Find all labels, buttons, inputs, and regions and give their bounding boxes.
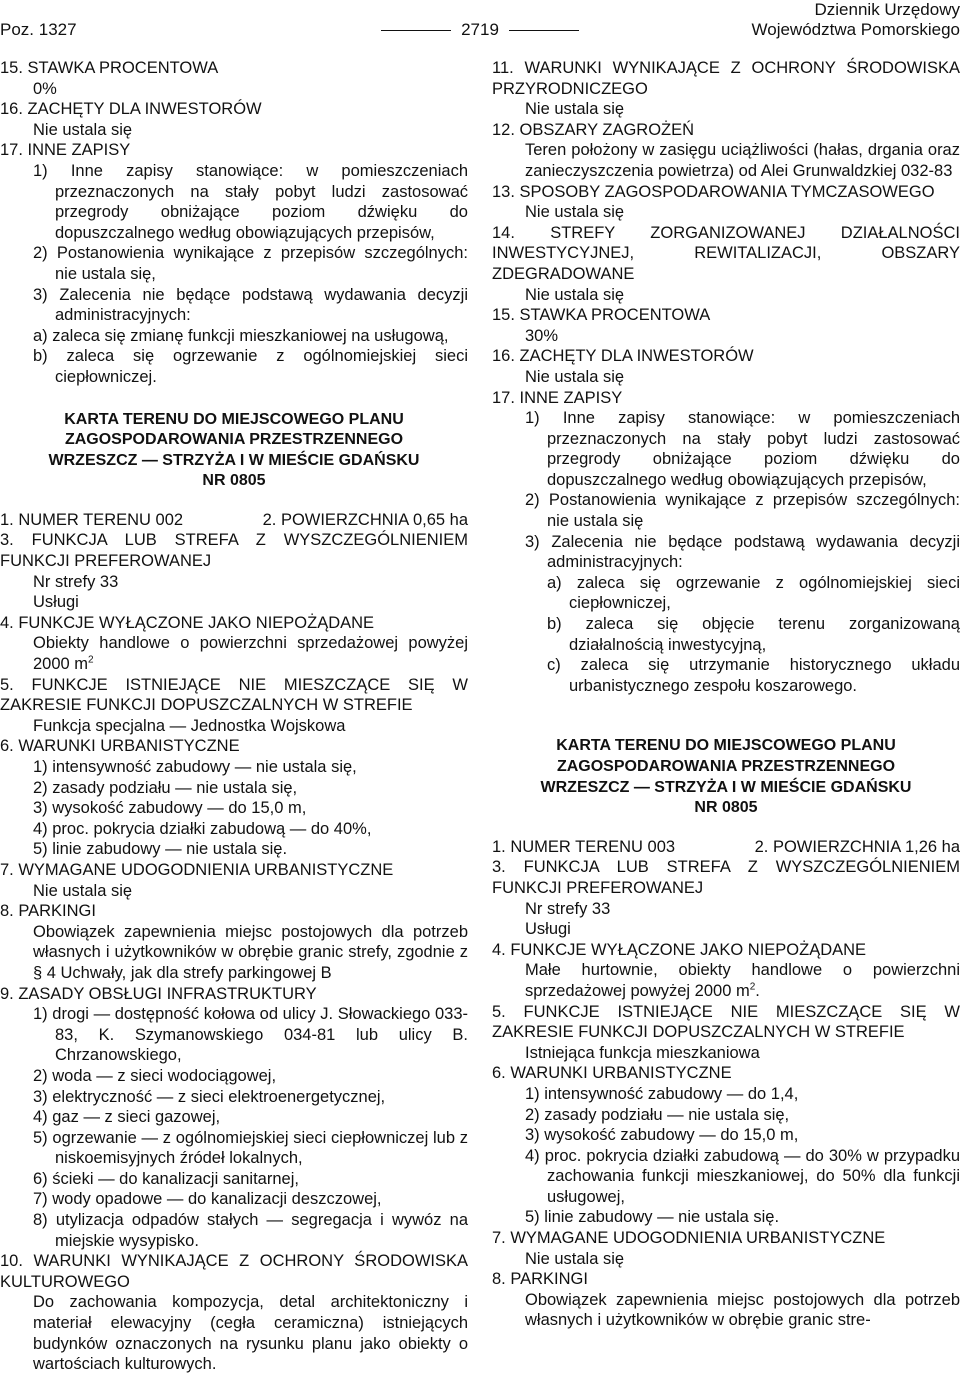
section-heading: 4. FUNKCJE WYŁĄCZONE JAKO NIEPOŻĄDANE — [492, 940, 867, 959]
journal-title: Dziennik Urzędowy Województwa Pomorskiego — [751, 0, 960, 39]
section-heading: 6. WARUNKI URBANISTYCZNE — [492, 1064, 732, 1083]
area-number: 1. NUMER TERENU 003 — [492, 837, 676, 856]
right-column — [492, 58, 960, 1331]
section-value: Nie ustala się — [33, 120, 133, 139]
section-heading: 17. INNE ZAPISY — [0, 141, 131, 160]
list-item: c) zaleca się utrzymanie historycznego układu urbanistycznego zespołu koszarowego. — [547, 656, 960, 695]
list-item: 3) Zalecenia nie będące podstawą wydawania decyzji administracyjnych: — [33, 285, 468, 325]
card-number: NR 0805 — [694, 799, 758, 817]
section-value: Nie ustala się — [525, 285, 625, 304]
section-heading: 8. PARKINGI — [492, 1270, 588, 1289]
list-item: 3) elektryczność — z sieci elektroenergetycznej, — [33, 1087, 386, 1106]
section-heading: 7. WYMAGANE UDOGODNIENIA URBANISTYCZNE — [0, 860, 394, 879]
section-heading: 12. OBSZARY ZAGROŻEŃ — [492, 120, 695, 139]
section-heading: 15. STAWKA PROCENTOWA — [0, 59, 219, 77]
list-item: b) zaleca się objęcie terenu zorganizowaną działalnością inwestycyjną, — [547, 615, 960, 654]
section-value: Nie ustala się — [525, 203, 625, 222]
list-item: 7) wody opadowe — do kanalizacji deszczowej, — [33, 1190, 382, 1209]
list-item: 1) Inne zapisy stanowiące: w pomieszczeniach przeznaczonych na stały pobyt ludzi zastosować przegrody obniżające poziom dźwięku do dopuszczalnego według obowiązujących przepisów, — [33, 161, 468, 242]
list-item: 4) proc. pokrycia działki zabudową — do 30% w przypadku zachowania funkcji mieszkaniowej, do 50% dla funkcji usługowej, — [525, 1146, 960, 1206]
section-heading: 13. SPOSOBY ZAGOSPODAROWANIA TYMCZASOWEGO — [492, 182, 935, 201]
section-value: Nie ustala się — [33, 881, 133, 900]
card-title: KARTA TERENU DO MIEJSCOWEGO PLANU — [556, 737, 896, 755]
area-row — [492, 837, 960, 858]
list-item: 4) gaz — z sieci gazowej, — [33, 1108, 221, 1127]
list-item: 1) drogi — dostępność kołowa od ulicy J. Słowackiego 033-83, K. Szymanowskiego 034-81 lub ulicy B. Chrzanowskiego, — [33, 1005, 468, 1065]
card-title: KARTA TERENU DO MIEJSCOWEGO PLANU — [64, 410, 404, 428]
list-item: 2) zasady podziału — nie ustala się, — [33, 778, 298, 797]
section-value: 30% — [525, 326, 559, 345]
list-item: 1) intensywność zabudowy — do 1,4, — [525, 1084, 799, 1103]
list-item: 4) proc. pokrycia działki zabudową — do 40%, — [33, 819, 372, 838]
section-value: Usługi — [33, 593, 79, 612]
section-value: 0% — [33, 79, 57, 98]
list-item: 5) ogrzewanie — z ogólnomiejskiej sieci ciepłowniczej lub z niskoemisyjnych źródeł lokalnych, — [33, 1128, 468, 1168]
list-item: 1) Inne zapisy stanowiące: w pomieszczeniach przeznaczonych na stały pobyt ludzi zastosować przegrody obniżające poziom dźwięku do dopuszczalnego według obowiązujących przepisów, — [525, 409, 960, 489]
area-number: 1. NUMER TERENU 002 — [0, 510, 184, 529]
card-number: NR 0805 — [202, 472, 266, 490]
section-value: Nie ustala się — [525, 367, 625, 386]
card-title: ZAGOSPODAROWANIA PRZESTRZENNEGO — [556, 758, 896, 775]
list-item: 5) linie zabudowy — nie ustala się. — [525, 1208, 780, 1227]
section-value: Małe hurtownie, obiekty handlowe o powierzchni sprzedażowej powyżej 2000 $m^2$. — [525, 961, 960, 1000]
section-heading: 4. FUNKCJE WYŁĄCZONE JAKO NIEPOŻĄDANE — [0, 613, 375, 632]
list-item: 2) zasady podziału — nie ustala się, — [525, 1105, 790, 1124]
section-heading: 11. WARUNKI WYNIKAJĄCE Z OCHRONY ŚRODOWISKA PRZYRODNICZEGO — [492, 59, 960, 98]
area-size: 2. POWIERZCHNIA 0,65 ha — [262, 510, 468, 529]
left-column — [0, 58, 468, 1375]
card-title: WRZESZCZ — STRZYŻA I W MIEŚCIE GDAŃSKU — [48, 451, 420, 469]
list-item: 5) linie zabudowy — nie ustala się. — [33, 840, 288, 859]
section-value: Obowiązek zapewnienia miejsc postojowych dla potrzeb własnych i użytkowników w obrębie granic strefy, zgodnie z § 4 Uchwały, jak dla strefy parkingowej B — [33, 922, 468, 982]
page-number: 2719 — [360, 20, 600, 40]
list-item: 2) Postanowienia wynikające z przepisów szczególnych: nie ustala się — [525, 491, 960, 531]
section-heading: 8. PARKINGI — [0, 902, 96, 921]
section-heading: 3. FUNKCJA LUB STREFA Z WYSZCZEGÓLNIENIEM FUNKCJI PREFEROWANEJ — [0, 531, 468, 571]
section-heading: 5. FUNKCJE ISTNIEJĄCE NIE MIESZCZĄCE SIĘ W ZAKRESIE FUNKCJI DOPUSZCZALNYCH W STREFIE — [492, 1002, 960, 1042]
list-item: b) zaleca się ogrzewanie z ogólnomiejskiej sieci ciepłowniczej. — [33, 347, 468, 386]
area-row — [0, 510, 468, 531]
section-heading: 15. STAWKA PROCENTOWA — [492, 306, 711, 325]
section-value: Nie ustala się — [525, 100, 625, 119]
section-heading: 16. ZACHĘTY DLA INWESTORÓW — [492, 347, 754, 366]
section-heading: 9. ZASADY OBSŁUGI INFRASTRUKTURY — [0, 984, 317, 1003]
list-item: 8) utylizacja odpadów stałych — segregacja i wywóz na miejskie wysypisko. — [33, 1211, 468, 1250]
list-item: 3) Zalecenia nie będące podstawą wydawania decyzji administracyjnych: — [525, 532, 960, 572]
list-item: a) zaleca się ogrzewanie z ogólnomiejskiej sieci ciepłowniczej, — [547, 573, 960, 613]
list-item: 2) woda — z sieci wodociągowej, — [33, 1066, 277, 1085]
section-heading: 14. STREFY ZORGANIZOWANEJ DZIAŁALNOŚCI INWESTYCYJNEJ, REWITALIZACJI, OBSZARY ZDEGRADOWANE — [492, 223, 960, 283]
section-value: Obowiązek zapewnienia miejsc postojowych dla potrzeb własnych i użytkowników w obrębie granic stre- — [525, 1290, 960, 1330]
section-value: Nr strefy 33 — [525, 899, 611, 918]
section-value: Istniejąca funkcja mieszkaniowa — [525, 1043, 760, 1062]
section-heading: 3. FUNKCJA LUB STREFA Z WYSZCZEGÓLNIENIEM FUNKCJI PREFEROWANEJ — [492, 858, 960, 897]
section-heading: 6. WARUNKI URBANISTYCZNE — [0, 737, 240, 756]
list-item: 3) wysokość zabudowy — do 15,0 m, — [525, 1126, 799, 1145]
section-value: Teren położony w zasięgu uciążliwości (hałas, drgania oraz zanieczyszczenia powietrza) od Alei Grunwaldzkiej 032-83 — [525, 141, 960, 180]
section-value: Nie ustala się — [525, 1249, 625, 1268]
section-heading: 10. WARUNKI WYNIKAJĄCE Z OCHRONY ŚRODOWISKA KULTUROWEGO — [0, 1252, 468, 1291]
list-item: 6) ścieki — do kanalizacji sanitarnej, — [33, 1169, 299, 1188]
section-value: Usługi — [525, 920, 571, 939]
page-header — [0, 0, 960, 48]
list-item: 1) intensywność zabudowy — nie ustala się, — [33, 758, 357, 776]
section-heading: 16. ZACHĘTY DLA INWESTORÓW — [0, 100, 262, 119]
card-title: WRZESZCZ — STRZYŻA I W MIEŚCIE GDAŃSKU — [540, 778, 912, 796]
section-value: Obiekty handlowe o powierzchni sprzedażowej powyżej 2000 $m^2$ — [33, 634, 468, 674]
list-item: a) zaleca się zmianę funkcji mieszkaniowej na usługową, — [33, 326, 449, 345]
card-title: ZAGOSPODAROWANIA PRZESTRZENNEGO — [64, 431, 404, 449]
section-heading: 7. WYMAGANE UDOGODNIENIA URBANISTYCZNE — [492, 1229, 886, 1248]
position-number: Poz. 1327 — [0, 20, 77, 39]
area-size: 2. POWIERZCHNIA 1,26 ha — [754, 837, 960, 856]
section-heading: 17. INNE ZAPISY — [492, 388, 623, 407]
section-value: Do zachowania kompozycja, detal architektoniczny i materiał elewacyjny (cegła ceramiczna) istniejących budynków oznaczonych na rysunku planu jako obiekty o wartościach kulturowych. — [33, 1293, 468, 1374]
list-item: 3) wysokość zabudowy — do 15,0 m, — [33, 799, 307, 818]
section-value: Nr strefy 33 — [33, 572, 119, 591]
list-item: 2) Postanowienia wynikające z przepisów szczególnych: nie ustala się, — [33, 244, 468, 283]
section-value: Funkcja specjalna — Jednostka Wojskowa — [33, 716, 346, 735]
section-heading: 5. FUNKCJE ISTNIEJĄCE NIE MIESZCZĄCE SIĘ W ZAKRESIE FUNKCJI DOPUSZCZALNYCH W STREFIE — [0, 675, 468, 715]
